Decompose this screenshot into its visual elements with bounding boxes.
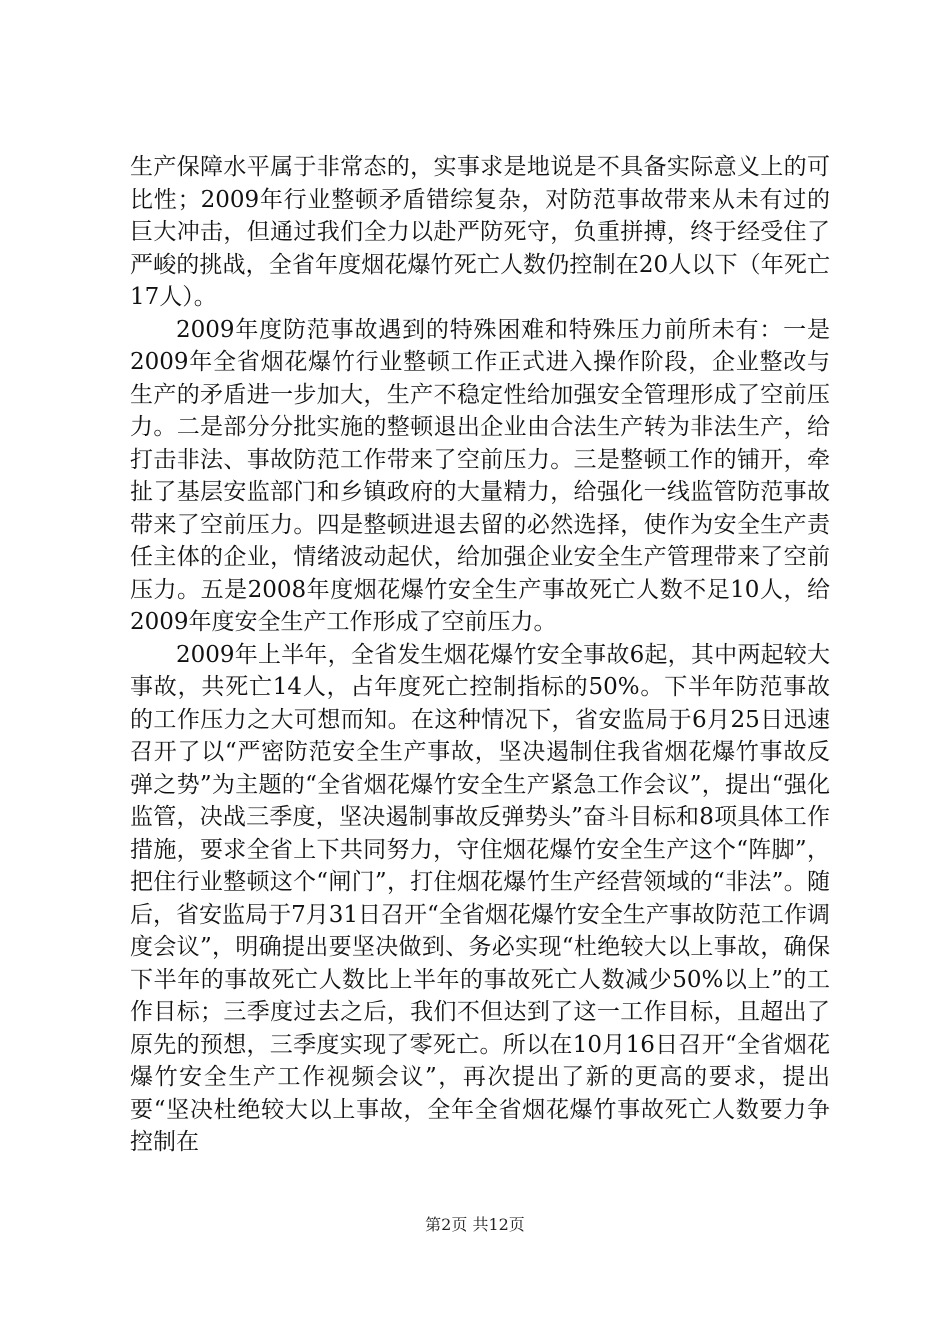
document-body	[130, 151, 830, 1159]
page-footer: 第2页 共12页	[425, 1215, 525, 1234]
paragraph-continuation: 生产保障水平属于非常态的，实事求是地说是不具备实际意义上的可比性；2009年行业整顿矛盾错综复杂，对防范事故带来从未有过的巨大冲击，但通过我们全力以赴严防死守，负重拼搏，终于经受住了严峻的挑战，全省年度烟花爆竹死亡人数仍控制在20人以下（年死亡17人）。	[130, 154, 830, 310]
paragraph-special-difficulties: 2009年度防范事故遇到的特殊困难和特殊压力前所未有：一是2009年全省烟花爆竹行业整顿工作正式进入操作阶段，企业整改与生产的矛盾进一步加大，生产不稳定性给加强安全管理形成了空前压力。二是部分分批实施的整顿退出企业由合法生产转为非法生产，给打击非法、事故防范工作带来了空前压力。三是整顿工作的铺开，牵扯了基层安监部门和乡镇政府的大量精力，给强化一线监管防范事故带来了空前压力。四是整顿进退去留的必然选择，使作为安全生产责任主体的企业，情绪波动起伏，给加强企业安全生产管理带来了空前压力。五是2008年度烟花爆竹安全生产事故死亡人数不足10人，给2009年度安全生产工作形成了空前压力。	[130, 316, 830, 635]
paragraph-first-half-2009: 2009年上半年，全省发生烟花爆竹安全事故6起，其中两起较大事故，共死亡14人，占年度死亡控制指标的50%。下半年防范事故的工作压力之大可想而知。在这种情况下，省安监局于6月25日迅速召开了以“严密防范安全生产事故，坚决遏制住我省烟花爆竹事故反弹之势”为主题的“全省烟花爆竹安全生产紧急工作会议”，提出“强化监管，决战三季度，坚决遏制事故反弹势头”奋斗目标和8项具体工作措施，要求全省上下共同努力，守住烟花爆竹安全生产这个“阵脚”，把住行业整顿这个“闸门”，打住烟花爆竹生产经营领域的“非法”。随后，省安监局于7月31日召开“全省烟花爆竹安全生产事故防范工作调度会议”，明确提出要坚决做到、务必实现“杜绝较大以上事故，确保下半年的事故死亡人数比上半年的事故死亡人数减少50%以上”的工作目标；三季度过去之后，我们不但达到了这一工作目标，且超出了原先的预想，三季度实现了零死亡。所以在10月16日召开“全省烟花爆竹安全生产工作视频会议”，再次提出了新的更高的要求，提出要“坚决杜绝较大以上事故，全年全省烟花爆竹事故死亡人数要力争控制在	[130, 641, 830, 1155]
